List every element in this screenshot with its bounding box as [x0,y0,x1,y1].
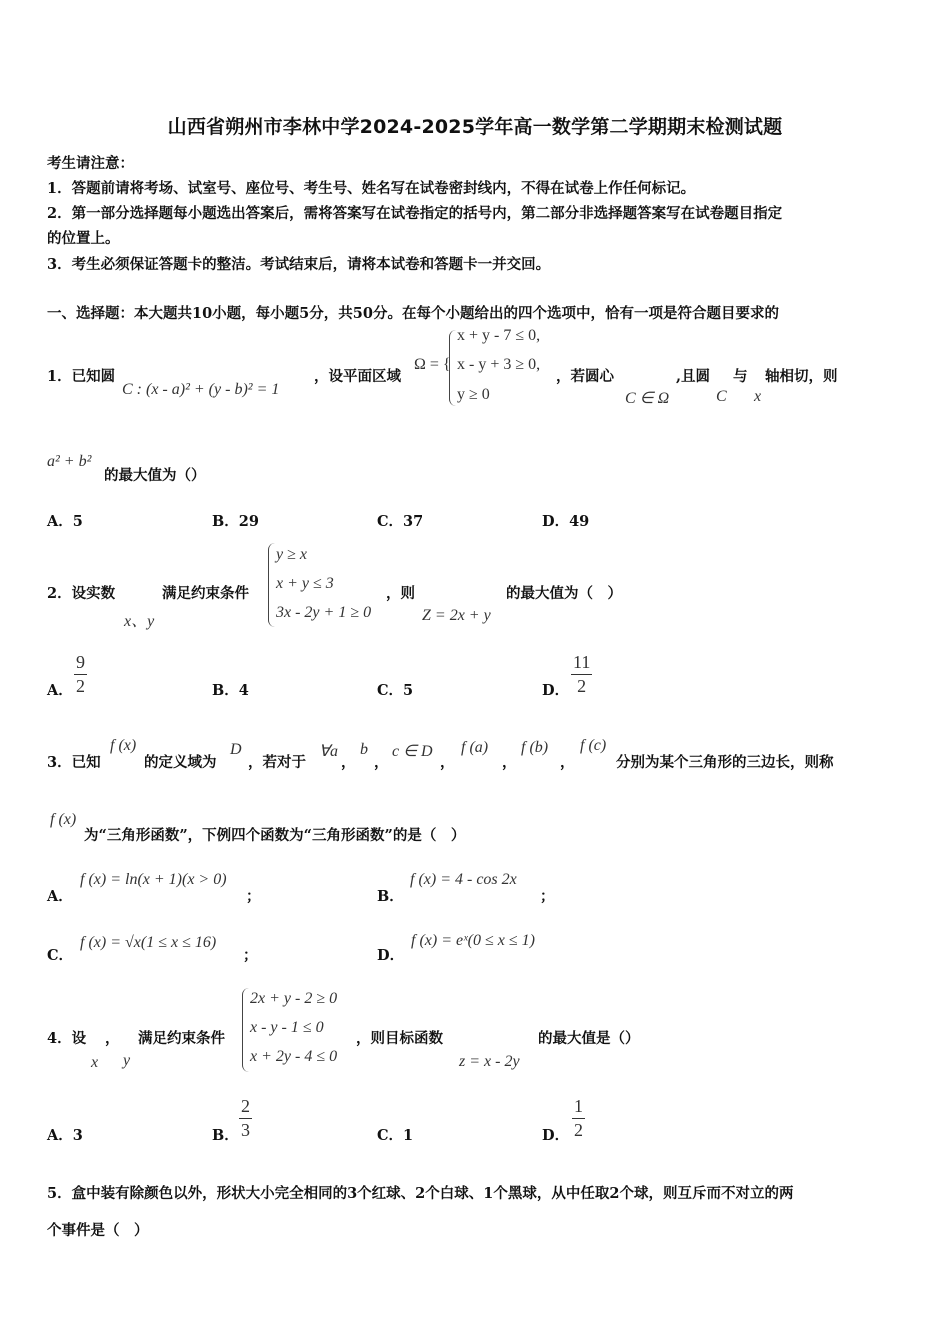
notice-item-3: 3．考生必须保证答题卡的整洁。考试结束后，请将本试卷和答题卡一并交回。 [47,256,551,273]
q2-constraint-2: x + y ≤ 3 [276,575,334,592]
q1-region-brace [449,330,456,406]
q2-option-a-label: A． [47,682,73,699]
q3-option-d-label: D． [377,947,405,964]
notice-item-2-cont: 的位置上。 [47,230,120,247]
q1-option-b: B．29 [212,513,259,530]
q4-option-d-fraction: 1 2 [574,1096,583,1140]
q1-region-line-1: x + y - 7 ≤ 0, [457,327,541,344]
q1-circle-c: C [716,388,727,405]
q1-text-circle: ,且圆 [676,368,711,385]
q1-text-max: 的最大值为（） [104,467,206,484]
q1-option-c: C．37 [377,513,424,530]
q4-constraint-3: x + 2y - 4 ≤ 0 [250,1048,338,1065]
q1-region-line-3: y ≥ 0 [457,386,490,403]
q1-text-region: ，设平面区域 [314,368,401,385]
q3-fa: f (a) [461,739,489,756]
q2-constraint-1: y ≥ x [276,546,307,563]
q3-option-a-semicolon: ； [246,888,261,905]
q2-option-c: C．5 [377,682,414,699]
q2-constraint-3: 3x - 2y + 1 ≥ 0 [276,604,372,621]
q4-option-d-label: D． [542,1127,570,1144]
q3-option-c-label: C． [47,947,74,964]
q3-comma-1: ， [341,754,356,771]
q1-ab-expression: a² + b² [47,453,92,470]
q4-option-c: C．1 [377,1127,414,1144]
q4-comma: ， [105,1030,120,1047]
q4-number: 4．设 [47,1030,87,1047]
notice-item-1: 1．答题前请将考场、试室号、座位号、考生号、姓名写在试卷密封线内，不得在试卷上作任何标记。 [47,180,696,197]
q3-fx-2: f (x) [50,811,77,828]
q4-text-max: 的最大值是（） [538,1030,640,1047]
q2-text-max: 的最大值为（ ） [506,585,622,602]
q4-y: y [123,1052,131,1069]
q1-region-line-2: x - y + 3 ≥ 0, [457,356,541,373]
q3-domain-d: D [230,741,242,758]
q2-option-d-fraction: 11 2 [573,652,591,696]
q3-text-triangle: 分别为某个三角形的三边长，则称 [616,754,834,771]
q4-x: x [91,1054,99,1071]
q3-comma-5: ， [560,754,575,771]
q5-line-1: 5．盒中装有除颜色以外，形状大小完全相同的3个红球、2个白球、1个黑球，从中任取2个球，则互斥而不对立的两 [47,1185,794,1202]
q3-fb: f (b) [521,739,549,756]
q3-fc: f (c) [580,737,607,754]
q1-option-a: A．5 [47,513,83,530]
q4-option-a: A．3 [47,1127,83,1144]
q2-option-a-fraction: 9 2 [76,652,85,696]
q3-comma-2: ， [374,754,389,771]
notice-heading: 考生请注意： [47,155,134,172]
q3-number: 3．已知 [47,754,101,771]
q4-constraint-2: x - y - 1 ≤ 0 [250,1019,324,1036]
q3-forall-a: ∀a [319,743,338,760]
q2-variables: x、y [124,613,155,630]
q5-line-2: 个事件是（ ） [47,1222,149,1239]
q1-text-center: ，若圆心 [556,368,614,385]
q2-option-d-label: D． [542,682,570,699]
q3-comma-3: ， [440,754,455,771]
q1-x-axis: x [754,388,762,405]
q3-text-forall: ，若对于 [248,754,306,771]
q3-option-c-semicolon: ； [243,947,258,964]
q3-option-c-expr: f (x) = √x(1 ≤ x ≤ 16) [80,934,217,951]
q2-number: 2．设实数 [47,585,116,602]
q3-c-in-d: c ∈ D [392,743,433,760]
q3-option-b-label: B． [377,888,404,905]
q2-text-then: ，则 [386,585,415,602]
q3-option-a-label: A． [47,888,73,905]
q4-text-objective: ，则目标函数 [356,1030,443,1047]
q4-text-constraint: 满足约束条件 [138,1030,225,1047]
q3-text-question: 为“三角形函数”，下例四个函数为“三角形函数”的是（ ） [84,827,466,844]
q2-constraint-brace [268,543,275,627]
q4-constraint-1: 2x + y - 2 ≥ 0 [250,990,338,1007]
q4-objective: z = x - 2y [459,1053,520,1070]
q4-option-b-label: B． [212,1127,239,1144]
q3-option-d-expr: f (x) = eˣ(0 ≤ x ≤ 1) [411,932,535,949]
q3-option-a-expr: f (x) = ln(x + 1)(x > 0) [80,871,227,888]
q3-b: b [360,741,368,758]
q1-text-and: 与 [733,368,748,385]
q1-number: 1．已知圆 [47,368,116,385]
q4-constraint-brace [242,988,249,1072]
q3-comma-4: ， [502,754,517,771]
q3-fx: f (x) [110,737,137,754]
notice-item-2: 2．第一部分选择题每小题选出答案后，需将答案写在试卷指定的括号内，第二部分非选择题答案写在试卷题目指定 [47,205,783,222]
q1-text-tangent: 轴相切，则 [765,368,838,385]
q3-option-b-expr: f (x) = 4 - cos 2x [410,871,517,888]
q1-region-symbol: Ω = { [414,356,451,373]
q4-option-b-fraction: 2 3 [241,1096,250,1140]
q3-text-domain: 的定义域为 [144,754,217,771]
q2-option-b: B．4 [212,682,249,699]
q1-option-d: D．49 [542,513,590,530]
q3-option-b-semicolon: ； [540,888,555,905]
q1-circle-equation: C : (x - a)² + (y - b)² = 1 [122,381,280,398]
q1-center-in-region: C ∈ Ω [625,390,670,407]
q2-text-constraint: 满足约束条件 [162,585,249,602]
page-title: 山西省朔州市李林中学2024-2025学年高一数学第二学期期末检测试题 [167,116,783,138]
q2-objective: Z = 2x + y [422,607,491,624]
section-heading: 一、选择题：本大题共10小题，每小题5分，共50分。在每个小题给出的四个选项中，恰有一项是符合题目要求的 [47,305,779,322]
